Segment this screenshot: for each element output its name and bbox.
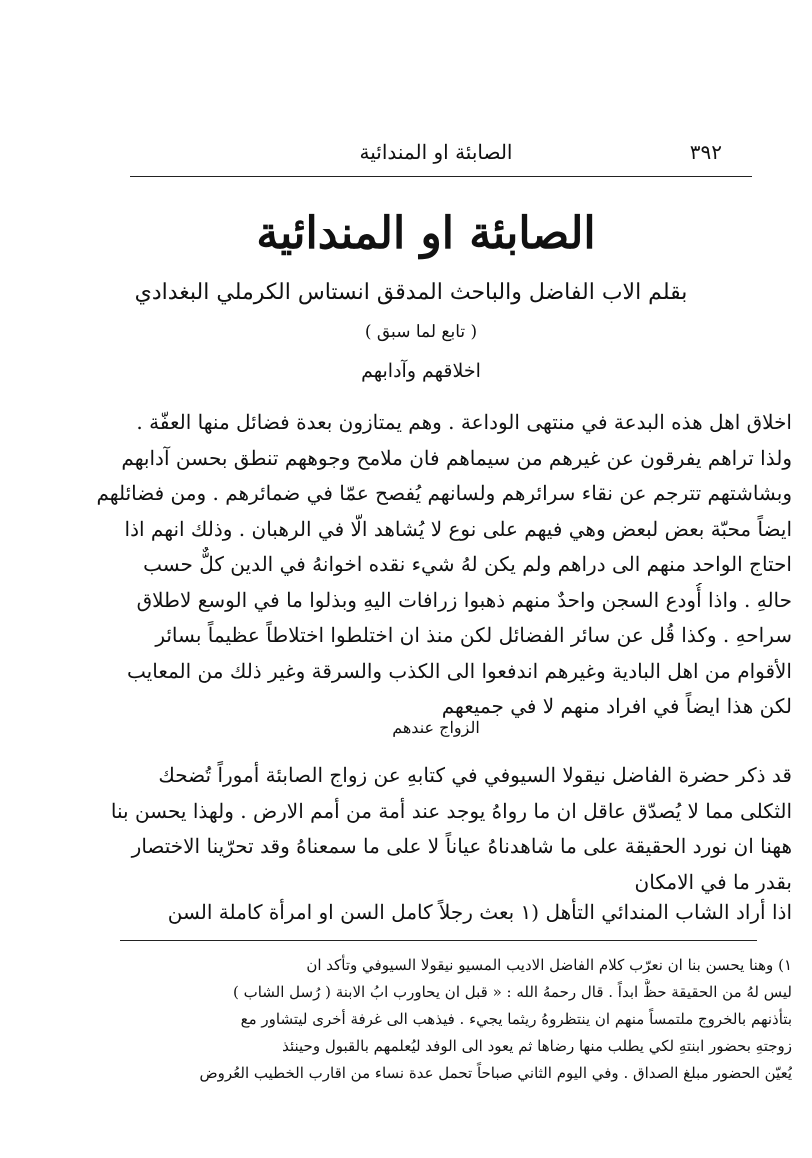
paragraph-marriage xyxy=(80,758,792,900)
footnote xyxy=(90,952,792,1087)
text-line: بقدر ما في الامكان xyxy=(634,869,792,894)
text-line: حالهِ . واذا أُودع السجن واحدٌ منهم ذهبوا زرافات اليهِ وبذلوا ما في الوسع لاطلاق xyxy=(136,587,792,612)
text-line: اخلاق اهل هذه البدعة في منتهى الوداعة . وهم يمتازون بعدة فضائل منها العفّة . xyxy=(136,410,792,434)
article-author: بقلم الاب الفاضل والباحث المدقق انستاس الكرملي البغدادي xyxy=(134,280,688,305)
running-head-title: الصابئة او المندائية xyxy=(359,140,513,164)
footnote-line: زوجتهِ بحضور ابنتهِ لكي يطلب منها رضاها ثم يعود الى الوفد ليُعلمهم بالقبول وحينئذ xyxy=(282,1037,792,1055)
continued-note: ( تابع لما سبق ) xyxy=(364,322,478,342)
subheading-marriage: الزواج عندهم xyxy=(392,718,480,737)
section-heading: اخلاقهم وآدابهم xyxy=(361,360,481,382)
text-line: الثكلى مما لا يُصدّق عاقل ان ما رواهُ يوجد عند أمة من أمم الارض . ولهذا يحسن بنا xyxy=(110,798,792,823)
running-head xyxy=(120,136,752,170)
text-line: الأقوام من اهل البادية وغيرهم اندفعوا الى الكذب والسرقة وغير ذلك من المعايب xyxy=(127,658,792,683)
page-number: ٣٩٢ xyxy=(689,140,722,164)
footnote-line: بتأذنهم بالخروج ملتمساً منهم ان ينتظروهُ ريثما يجيء . فيذهب الى غرفة أخرى ليتشاور مع xyxy=(240,1010,792,1028)
text-line: لكن هذا ايضاً في افراد منهم لا في جميعهم xyxy=(441,694,792,718)
header-rule xyxy=(130,176,752,177)
paragraph-morals xyxy=(80,405,792,725)
text-line: اذا أراد الشاب المندائي التأهل (١ بعث رجلاً كامل السن او امرأة كاملة السن xyxy=(167,900,792,924)
footnote-rule xyxy=(120,940,757,941)
footnote-line: ١) وهنا يحسن بنا ان نعرّب كلام الفاضل الاديب المسيو نيقولا السيوفي وتأكد ان xyxy=(306,956,792,974)
text-line: سراحهِ . وكذا قُل عن سائر الفضائل لكن منذ ان اختلطوا اختلاطاً عظيماً بسائر xyxy=(155,623,792,647)
footnote-line: يُعيّن الحضور مبلغ الصداق . وفي اليوم الثاني صباحاً تحمل عدة نساء من اقارب الخطيب العُروض xyxy=(199,1064,792,1082)
text-line: ولذا تراهم يفرقون عن غيرهم من سيماهم فان ملامح وجوههم تنطق بحسن آدابهم xyxy=(121,445,792,470)
text-line: وبشاشتهم تترجم عن نقاء سرائرهم ولسانهم يُفصح عمّا في ضمائرهم . ومن فضائلهم xyxy=(96,481,792,505)
text-line: ههنا ان نورد الحقيقة على ما شاهدناهُ عياناً لا على ما سمعناهُ وقد تحرّينا الاختصار xyxy=(131,834,792,858)
text-line: احتاج الواحد منهم الى دراهم ولم يكن لهُ شيء نقده اخوانهُ في الدين كلٌّ حسب xyxy=(143,552,792,576)
text-line: قد ذكر حضرة الفاضل نيقولا السيوفي في كتابهِ عن زواج الصابئة أموراً تُضحك xyxy=(158,763,792,787)
paragraph-betrothal xyxy=(80,895,792,931)
text-line: ايضاً محبّة بعض لبعض وهي فيهم على نوع لا يُشاهد الّا في الرهبان . وذلك انهم اذا xyxy=(124,516,792,541)
footnote-line: ليس لهُ من الحقيقة حظٌّ ابداً . قال رحمهُ الله : « قبل ان يحاورب ابُ الابنة ( رُسل الشاب ) xyxy=(232,983,792,1001)
article-title: الصابئة او المندائية xyxy=(256,208,596,259)
